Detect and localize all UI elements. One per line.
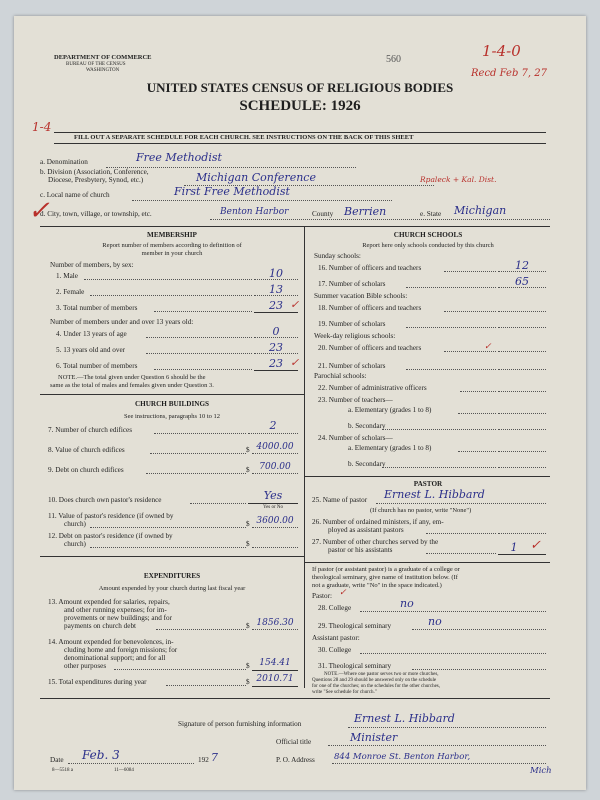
dept-label: DEPARTMENT OF COMMERCE — [54, 54, 152, 61]
q21-label: 21. Number of scholars — [318, 362, 386, 370]
local-name-label: c. Local name of church — [40, 191, 110, 199]
q10-label: 10. Does church own pastor's residence — [48, 496, 162, 504]
q29-label: 29. Theological seminary — [318, 622, 392, 630]
q7-value: 2 — [269, 419, 277, 432]
pastor-check: ✓ — [339, 588, 347, 598]
schools-heading: CHURCH SCHOOLS — [393, 231, 463, 239]
q2-value: 13 — [269, 283, 283, 296]
schools-intro: Report here only schools conducted by this church — [362, 242, 494, 249]
official-title-label: Official title — [276, 738, 312, 746]
q9-dollar: $ — [246, 466, 250, 474]
q18-label: 18. Number of officers and teachers — [318, 304, 422, 312]
q4-value: 0 — [272, 325, 280, 338]
membership-note-1: NOTE.—The total given under Question 6 should be the — [58, 374, 206, 381]
q8-label: 8. Value of church edifices — [48, 446, 125, 454]
division-label-1: b. Division (Association, Conference, — [40, 168, 149, 176]
pastor-heading: PASTOR — [413, 480, 443, 488]
q10-hint: Yes or No — [262, 505, 284, 510]
q9-value: 700.00 — [259, 462, 291, 472]
q11-label-2: church) — [64, 520, 86, 528]
q14-line-3: denominational support; and for all — [64, 654, 166, 662]
q15-dollar: $ — [246, 678, 250, 686]
signature-value: Ernest L. Hibbard — [354, 712, 455, 725]
q5-label: 5. 13 years old and over — [56, 346, 126, 354]
members-by-sex-label: Number of members, by sex: — [50, 261, 134, 269]
form-subtitle: SCHEDULE: 1926 — [239, 98, 361, 114]
q14-line-2: cluding home and foreign missions; for — [64, 646, 178, 654]
schedule-number: 560 — [386, 54, 401, 65]
q9-label: 9. Debt on church edifices — [48, 466, 124, 474]
parochial-schools-label: Parochial schools: — [314, 372, 367, 380]
q26-line-1: 26. Number of ordained ministers, if any, em- — [312, 518, 444, 526]
q2-label: 2. Female — [56, 288, 85, 296]
form-title: UNITED STATES CENSUS OF RELIGIOUS BODIES — [146, 80, 454, 95]
membership-intro-2: member in your church — [141, 250, 203, 257]
local-name-value: First Free Methodist — [174, 185, 290, 198]
q1-label: 1. Male — [56, 272, 78, 280]
q12-dollar: $ — [246, 540, 250, 548]
form-number-2: 11—6084 — [114, 768, 134, 773]
denomination-label: a. Denomination — [40, 158, 88, 166]
membership-note-2: same as the total of males and females given under Question 3. — [50, 382, 214, 389]
q11-label-1: 11. Value of pastor's residence (if owned by — [48, 512, 174, 520]
instruction-line: FILL OUT A SEPARATE SCHEDULE FOR EACH CHURCH. SEE INSTRUCTIONS ON THE BACK OF THIS SHEET — [74, 134, 414, 141]
vacation-schools-label: Summer vacation Bible schools: — [314, 292, 408, 300]
left-margin-note: 1-4 — [32, 120, 52, 134]
q23a-label: a. Elementary (grades 1 to 8) — [348, 406, 432, 414]
q31-label: 31. Theological seminary — [318, 662, 392, 670]
q29-value: no — [428, 615, 442, 628]
buildings-intro: See instructions, paragraphs 10 to 12 — [123, 413, 221, 420]
q10-value: Yes — [263, 489, 283, 502]
members-by-age-label: Number of members under and over 13 years old: — [50, 318, 194, 326]
q28-value: no — [400, 597, 414, 610]
division-value: Michigan Conference — [196, 171, 316, 184]
q27-value: 1 — [510, 541, 518, 554]
note-line-3: for one of the churches; on the schedules for the other churches, — [312, 684, 441, 689]
q17-label: 17. Number of scholars — [318, 280, 386, 288]
expenditures-intro: Amount expended by your church during last fiscal year — [98, 585, 246, 592]
pastor-sub-label: Pastor: — [312, 592, 332, 600]
po-address-value-2: Mich — [530, 766, 552, 776]
q16-value: 12 — [515, 259, 529, 272]
po-address-value: 844 Monroe St. Benton Harbor, — [334, 752, 471, 762]
q3-check: ✓ — [290, 298, 300, 311]
signature-label: Signature of person furnishing information — [178, 720, 302, 728]
census-schedule-sheet — [14, 16, 586, 790]
division-note: Rpaleck + Kal. Dist. — [420, 175, 497, 184]
q13-value: 1856.30 — [256, 618, 294, 628]
received-stamp: Recd Feb 7, 27 — [471, 68, 547, 79]
q17-value: 65 — [515, 275, 529, 288]
year-prefix: 192 — [198, 756, 209, 764]
city-label-line: d. City, town, village, or township, etc. — [40, 210, 152, 218]
grad-line-2: theological seminary, give name of institution below. (If — [312, 574, 458, 581]
denomination-value: Free Methodist — [136, 151, 222, 164]
q30-label: 30. College — [318, 646, 352, 654]
left-check-mark: ✓ — [28, 196, 50, 226]
membership-heading: MEMBERSHIP — [147, 231, 197, 239]
assistant-pastor-label: Assistant pastor: — [312, 634, 360, 642]
city-value: Benton Harbor — [220, 207, 289, 217]
q27-line-1: 27. Number of other churches served by the — [312, 538, 439, 546]
q23b-label: b. Secondary — [348, 422, 386, 430]
q6-label: 6. Total number of members — [56, 362, 138, 370]
q26-line-2: ployed as assistant pastors — [328, 526, 404, 534]
note-line-4: write "See schedule for church." — [312, 690, 377, 695]
county-value: Berrien — [344, 205, 387, 218]
q15-value: 2010.71 — [256, 674, 294, 684]
q25-value: Ernest L. Hibbard — [384, 488, 485, 501]
q14-line-4: other purposes — [64, 662, 107, 670]
po-address-label: P. O. Address — [276, 756, 315, 764]
q13-dollar: $ — [246, 622, 250, 630]
q5-value: 23 — [269, 341, 283, 354]
q13-line-2: and other running expenses; for im- — [64, 606, 167, 614]
q3-value: 23 — [269, 299, 283, 312]
q25-label: 25. Name of pastor — [312, 496, 368, 504]
q25-hint: (If church has no pastor, write "None") — [370, 507, 472, 514]
q11-dollar: $ — [246, 520, 250, 528]
q6-value: 23 — [269, 357, 283, 370]
q13-line-3: provements or new buildings; and for — [64, 614, 172, 622]
q16-label: 16. Number of officers and teachers — [318, 264, 422, 272]
state-value: Michigan — [454, 204, 507, 217]
note-line-1: NOTE.—Where one pastor serves two or more churches, — [324, 672, 439, 677]
q12-label-1: 12. Debt on pastor's residence (if owned by — [48, 532, 173, 540]
sunday-schools-label: Sunday schools: — [314, 252, 361, 260]
county-label: County — [312, 210, 334, 218]
q13-line-4: payments on church debt — [64, 622, 137, 630]
q12-label-2: church) — [64, 540, 86, 548]
year-value: 7 — [211, 751, 218, 764]
state-label: e. State — [420, 210, 442, 218]
q6-check: ✓ — [290, 356, 300, 369]
q1-value: 10 — [269, 267, 283, 280]
q22-label: 22. Number of administrative officers — [318, 384, 427, 392]
q24b-label: b. Secondary — [348, 460, 386, 468]
q14-line-1: 14. Amount expended for benevolences, in- — [48, 638, 174, 646]
q23-label: 23. Number of teachers— — [318, 396, 393, 404]
buildings-heading: CHURCH BUILDINGS — [134, 400, 210, 408]
grad-line-1: If pastor (or assistant pastor) is a graduate of a college or — [312, 566, 460, 573]
q7-label: 7. Number of church edifices — [48, 426, 133, 434]
date-value: Feb. 3 — [82, 748, 120, 762]
date-label: Date — [50, 756, 64, 764]
q20-check: ✓ — [484, 342, 492, 352]
form-number: 8—5518 a — [52, 768, 73, 773]
q19-label: 19. Number of scholars — [318, 320, 386, 328]
expenditures-heading: EXPENDITURES — [143, 572, 201, 580]
membership-intro-1: Report number of members according to definition of — [102, 242, 242, 249]
grad-line-3: not a graduate, write "No" in the space indicated.) — [312, 582, 442, 589]
note-line-2: Questions 28 and 29 should be answered only on the schedule — [312, 678, 437, 683]
q15-label: 15. Total expenditures during year — [48, 678, 147, 686]
q14-value: 154.41 — [259, 658, 291, 668]
q24a-label: a. Elementary (grades 1 to 8) — [348, 444, 432, 452]
weekday-schools-label: Week-day religious schools: — [314, 332, 396, 340]
q3-label: 3. Total number of members — [56, 304, 138, 312]
city-label: WASHINGTON — [86, 68, 120, 73]
q27-check: ✓ — [530, 538, 541, 553]
q28-label: 28. College — [318, 604, 352, 612]
q13-line-1: 13. Amount expended for salaries, repairs, — [48, 598, 170, 606]
q4-label: 4. Under 13 years of age — [56, 330, 127, 338]
q24-label: 24. Number of scholars— — [318, 434, 393, 442]
top-right-note: 1-4-0 — [482, 42, 521, 60]
q11-value: 3600.00 — [256, 516, 294, 526]
q27-line-2: pastor or his assistants — [328, 546, 393, 554]
q14-dollar: $ — [246, 662, 250, 670]
q8-value: 4000.00 — [256, 442, 294, 452]
q20-label: 20. Number of officers and teachers — [318, 344, 422, 352]
bureau-label: BUREAU OF THE CENSUS — [66, 62, 126, 67]
division-label-2: Diocese, Presbytery, Synod, etc.) — [48, 176, 144, 184]
q8-dollar: $ — [246, 446, 250, 454]
official-title-value: Minister — [350, 731, 398, 744]
